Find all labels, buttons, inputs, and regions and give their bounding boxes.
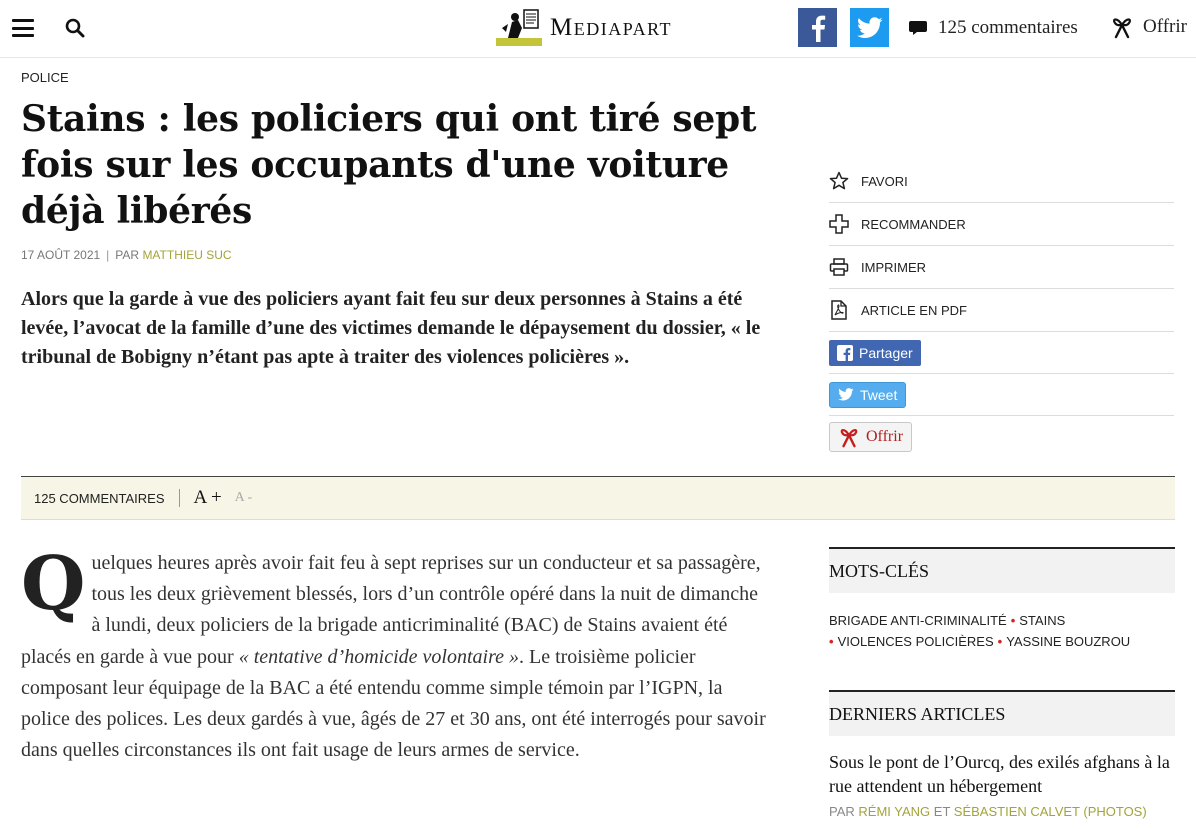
keyword-list xyxy=(829,610,1175,652)
favori-button[interactable] xyxy=(829,160,1174,203)
tag-bullet: • xyxy=(1010,613,1016,628)
keywords-box xyxy=(829,547,1175,652)
comments-bar-divider xyxy=(179,489,180,507)
share-row-twitter xyxy=(829,374,1174,416)
latest-heading: DERNIERS ARTICLES xyxy=(829,690,1175,736)
ribbon-icon xyxy=(1111,15,1133,39)
twitter-button[interactable] xyxy=(850,8,889,47)
latest-by: PAR xyxy=(829,804,855,819)
article-meta xyxy=(21,248,232,262)
header-offrir-label: Offrir xyxy=(1143,16,1187,37)
header-comments-label: 125 commentaires xyxy=(938,17,1078,38)
printer-icon xyxy=(829,257,849,277)
article-body xyxy=(21,541,771,766)
tag-bullet: • xyxy=(997,634,1003,649)
facebook-icon xyxy=(810,14,826,42)
offrir-button[interactable] xyxy=(829,422,912,452)
article-lede: Alors que la garde à vue des policiers ayant fait feu sur deux personnes à Stains a été levée, l’avocat de la famille d’une des victimes demande le dépaysement du dossier, « le tribunal de Bobigny n’étant pas apte à traiter des violences policières ». xyxy=(21,288,761,368)
comments-bar xyxy=(21,476,1175,520)
keyword-tag[interactable]: STAINS xyxy=(1019,613,1066,628)
recommander-button[interactable] xyxy=(829,203,1174,246)
twitter-icon xyxy=(857,17,883,39)
latest-author-2[interactable]: SÉBASTIEN CALVET (PHOTOS) xyxy=(953,804,1147,819)
pdf-button[interactable] xyxy=(829,289,1174,332)
drop-cap: Q xyxy=(21,541,86,627)
logo-crier-icon xyxy=(494,8,544,48)
body-text-1: uelques heures après avoir fait feu à sept reprises sur un conducteur et sa passagère, tous les deux grièvement blessés, lors d’un contrôle opéré dans la nuit de dimanche à lundi, deux policiers de la brigade anticriminalité (BAC) de Stains avaient été placés en garde à vue pour xyxy=(21,552,761,668)
star-icon xyxy=(829,171,849,191)
latest-and: ET xyxy=(933,804,951,819)
latest-article-title[interactable]: Sous le pont de l’Ourcq, des exilés afghans à la rue attendent un hébergement xyxy=(829,752,1170,796)
article-tools xyxy=(829,160,1174,458)
keyword-tag[interactable]: YASSINE BOUZROU xyxy=(1006,634,1131,649)
body-text-2: . Le troisième policier composant leur équipage de la BAC a été entendu comme simple témoin par l’IGPN, la police des polices. Les deux gardés à vue, âgés de 27 et 30 ans, ont été interrogés pour savoir dans quelles circonstances ils ont fait usage de leurs armes de service. xyxy=(21,645,766,762)
top-bar xyxy=(0,0,1196,58)
font-increase-button[interactable]: A + xyxy=(193,487,222,508)
facebook-square-icon xyxy=(837,345,853,361)
keyword-tag[interactable]: BRIGADE ANTI-CRIMINALITÉ xyxy=(829,613,1007,628)
comment-bubble-icon xyxy=(908,19,928,37)
keywords-heading: MOTS-CLÉS xyxy=(829,547,1175,593)
article-title: Stains : les policiers qui ont tiré sept fois sur les occupants d'une voiture déjà libérés xyxy=(21,98,757,232)
article-author[interactable]: MATTHIEU SUC xyxy=(142,248,232,262)
facebook-share-button[interactable] xyxy=(829,340,921,366)
comments-count-link[interactable]: 125 COMMENTAIRES xyxy=(34,490,165,506)
pdf-label: ARTICLE EN PDF xyxy=(861,302,967,318)
header-offrir-link[interactable] xyxy=(1111,15,1187,39)
share-row-offrir xyxy=(829,416,1174,458)
offrir-label: Offrir xyxy=(866,428,904,445)
article-date: 17 AOÛT 2021 xyxy=(21,248,101,262)
recommander-label: RECOMMANDER xyxy=(861,216,966,232)
twitter-bird-icon xyxy=(838,388,854,401)
facebook-button[interactable] xyxy=(798,8,837,47)
header-comments-link[interactable] xyxy=(908,17,1078,39)
plus-icon xyxy=(829,214,849,234)
latest-author-1[interactable]: RÉMI YANG xyxy=(858,804,931,819)
section-label[interactable]: POLICE xyxy=(21,70,69,85)
meta-separator: | xyxy=(106,248,110,262)
latest-article-byline xyxy=(829,804,1175,819)
favori-label: FAVORI xyxy=(861,173,908,189)
menu-icon[interactable] xyxy=(12,19,34,37)
keyword-tag[interactable]: VIOLENCES POLICIÈRES xyxy=(837,634,994,649)
red-ribbon-icon xyxy=(838,426,860,448)
imprimer-button[interactable] xyxy=(829,246,1174,289)
search-icon[interactable] xyxy=(64,17,86,39)
share-row-facebook xyxy=(829,332,1174,374)
pdf-icon xyxy=(829,300,849,320)
tweet-label: Tweet xyxy=(860,386,898,403)
imprimer-label: IMPRIMER xyxy=(861,259,926,275)
facebook-share-label: Partager xyxy=(859,344,913,361)
body-quote: « tentative d’homicide volontaire » xyxy=(238,645,519,668)
font-decrease-button[interactable]: A - xyxy=(234,490,253,505)
tweet-button[interactable] xyxy=(829,382,906,408)
article-by: PAR xyxy=(115,248,140,262)
tag-bullet: • xyxy=(829,634,834,649)
latest-articles-box xyxy=(829,690,1175,819)
logo-text: Mediapart xyxy=(550,14,672,41)
mediapart-logo[interactable] xyxy=(494,8,672,48)
